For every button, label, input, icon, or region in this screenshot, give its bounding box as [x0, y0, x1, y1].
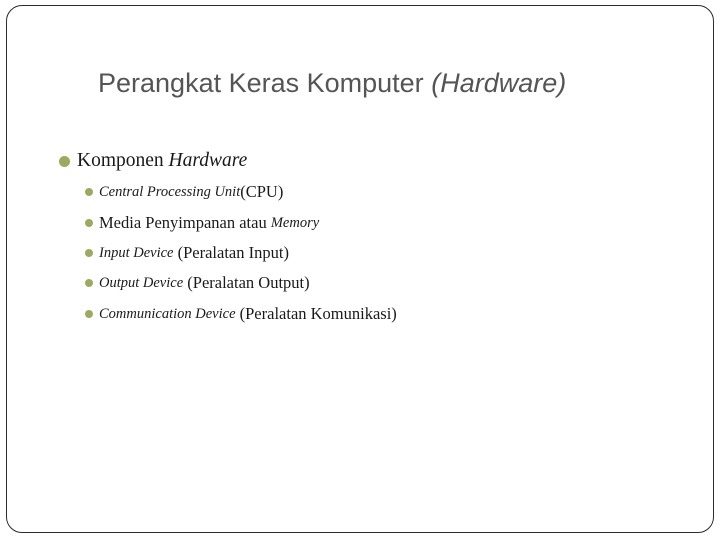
title-text: Perangkat Keras Komputer [98, 68, 424, 98]
item-emphasis: Communication Device [99, 305, 236, 322]
item-text: (Peralatan Komunikasi) [239, 304, 397, 323]
bullet-dot-icon [85, 219, 93, 227]
heading-emphasis: Hardware [168, 150, 248, 171]
item-emphasis: Output Device [99, 274, 184, 291]
bullet-dot-icon [85, 188, 93, 196]
bullet-item-input [85, 243, 289, 263]
bullet-dot-icon [85, 249, 93, 257]
bullet-dot-icon [85, 279, 93, 287]
item-emphasis: Memory [270, 214, 320, 231]
bullet-dot-icon [59, 156, 70, 167]
slide-title [98, 68, 566, 99]
item-text: (Peralatan Input) [177, 243, 289, 262]
item-emphasis: Central Processing Unit [99, 183, 241, 200]
bullet-dot-icon [85, 310, 93, 318]
item-text: (CPU) [240, 182, 284, 201]
heading-text: Komponen [77, 150, 164, 171]
title-emphasis: (Hardware) [431, 68, 567, 98]
item-text: Media Penyimpanan atau [99, 213, 267, 232]
item-text: (Peralatan Output) [187, 273, 310, 292]
bullet-heading [59, 150, 247, 172]
bullet-item-cpu [85, 182, 283, 202]
bullet-item-communication [85, 304, 397, 324]
item-emphasis: Input Device [99, 244, 174, 261]
bullet-item-output [85, 273, 310, 293]
bullet-item-memory [85, 213, 319, 233]
